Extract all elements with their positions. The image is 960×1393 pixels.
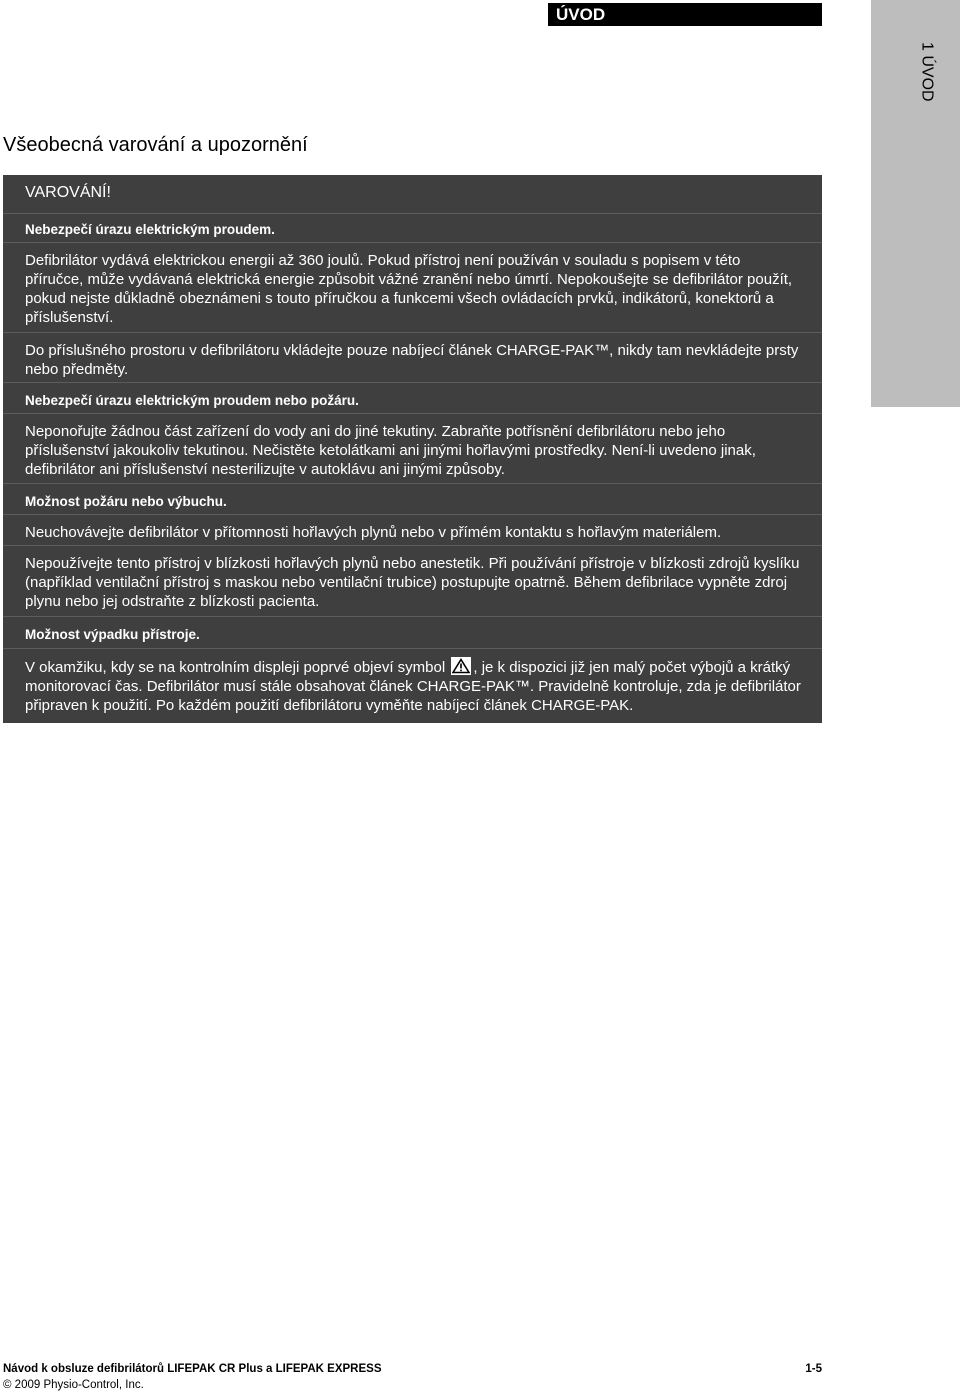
warning-subhead-row	[3, 382, 822, 410]
warning-paragraph-row	[3, 545, 822, 611]
warning-paragraph: Defibrilátor vydává elektrickou energii až 360 joulů. Pokud přístroj není používán v souladu s popisem v této příručce, může vydávaná elektrická energie způsobit vážné zranění nebo úmrtí. Nepokoušejte se defibrilátor použít, pokud nejste důkladně obeznámeni s touto příručkou a funkcemi všech ovládacích prvků, indikátorů, konektorů a příslušenství.	[25, 252, 793, 326]
warning-subhead-row	[3, 213, 822, 239]
chapter-label: ÚVOD	[556, 5, 606, 24]
warning-box	[3, 175, 822, 723]
warning-heading-row	[3, 183, 822, 203]
warning-paragraph: Nepoužívejte tento přístroj v blízkosti hořlavých plynů nebo anestetik. Při používání přístroje v blízkosti zdrojů kyslíku (například ventilační přístroj s maskou nebo ventilační trubice) postupujte opatrně. Během defibrilace vypněte zdroj plynu nebo jej odstraňte z blízkosti pacienta.	[25, 555, 800, 610]
warning-heading: VAROVÁNÍ!	[25, 184, 111, 201]
side-tab-label: 1 ÚVOD	[918, 42, 936, 102]
warning-subhead-row	[3, 616, 822, 644]
chapter-header-bar	[548, 3, 822, 26]
charge-pak-warning-icon	[451, 657, 471, 675]
warning-paragraph: Neuchovávejte defibrilátor v přítomnosti hořlavých plynů nebo v přímém kontaktu s hořlavým materiálem.	[25, 524, 722, 541]
warning-subhead: Možnost požáru nebo výbuchu.	[25, 494, 227, 509]
warning-paragraph-start: V okamžiku, kdy se na kontrolním displeji poprvé objeví symbol	[25, 659, 446, 676]
warning-subhead: Nebezpečí úrazu elektrickým proudem nebo požáru.	[25, 393, 359, 408]
warning-subhead-row	[3, 483, 822, 511]
warning-paragraph	[25, 657, 802, 715]
footer-title: Návod k obsluze defibrilátorů LIFEPAK CR Plus a LIFEPAK EXPRESS	[3, 1363, 382, 1375]
warning-paragraph-row	[3, 413, 822, 479]
warning-subhead: Nebezpečí úrazu elektrickým proudem.	[25, 222, 275, 237]
footer-copyright: © 2009 Physio-Control, Inc.	[3, 1379, 144, 1391]
warning-paragraph-row	[3, 514, 822, 542]
warning-paragraph: Neponořujte žádnou část zařízení do vody ani do jiné tekutiny. Zabraňte potřísnění defibrilátoru nebo jeho příslušenství jakoukoliv tekutinou. Nečistěte ketolátkami ani jinými hořlavými prostředky. Není-li uvedeno jinak, defibrilátor ani příslušenství nesterilizujte v autoklávu ani jinými způsoby.	[25, 423, 756, 478]
warning-paragraph-end: , je k dispozici již jen malý počet výbojů a krátký monitorovací čas. Defibrilátor musí stále obsahovat článek CHARGE-PAK™. Pravidelně kontroluje, zda je defibrilátor připraven k použití. Po každém použití defibrilátoru vyměňte nabíjecí článek CHARGE-PAK.	[25, 659, 801, 714]
warning-paragraph-row	[3, 242, 822, 327]
warning-paragraph: Do příslušného prostoru v defibrilátoru vkládejte pouze nabíjecí článek CHARGE-PAK™, nikdy tam nevkládejte prsty nebo předměty.	[25, 342, 799, 378]
side-tab-label-wrap	[871, 42, 960, 122]
footer-page-number: 1-5	[805, 1363, 822, 1375]
chapter-side-tab	[871, 0, 960, 407]
warning-paragraph-row	[3, 332, 822, 379]
warning-subhead: Možnost výpadku přístroje.	[25, 627, 200, 642]
warning-paragraph-row	[3, 648, 822, 715]
section-title: Všeobecná varování a upozornění	[3, 134, 308, 156]
